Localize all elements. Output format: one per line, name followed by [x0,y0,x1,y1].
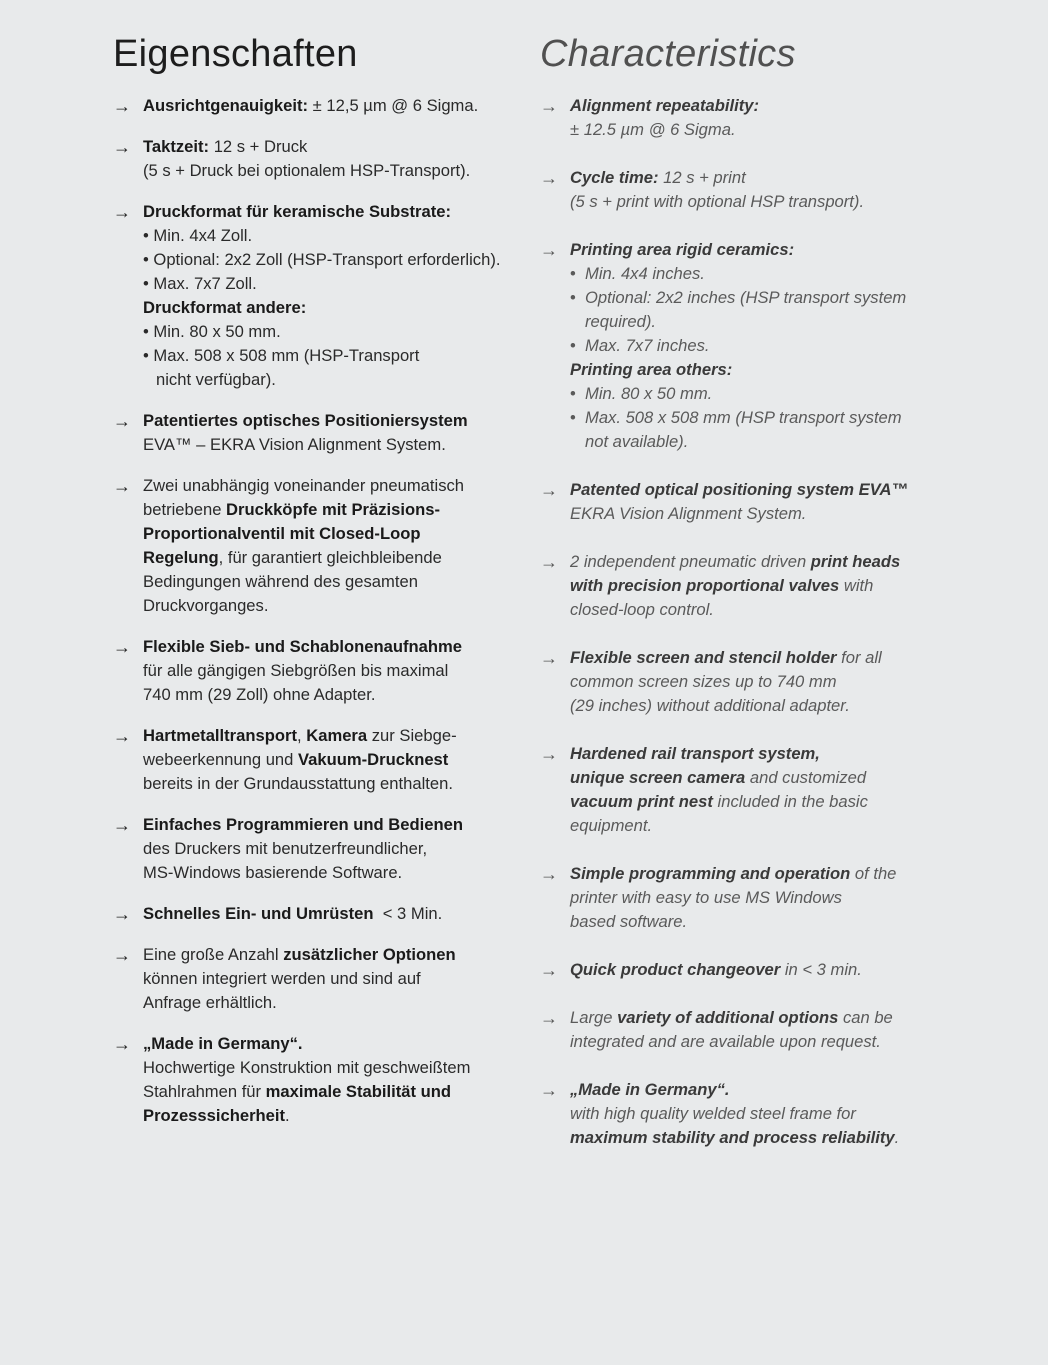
arrow-right-icon: → [113,1034,131,1054]
arrow-right-icon: → [540,480,558,500]
bullet-item-continued: nicht verfügbar). [156,370,276,389]
feature-text: EKRA Vision Alignment System. [570,504,807,523]
feature-text: EVA™ – EKRA Vision Alignment System. [143,435,446,454]
feature-label: „Made in Germany“. [143,1034,303,1053]
feature-text: Bedingungen während des gesamten [143,572,418,591]
arrow-right-icon: → [540,744,558,764]
feature-item [540,166,940,214]
bullet-text: Min. 80 x 50 mm. [585,384,713,403]
bullet-dot: • [570,336,576,355]
arrow-right-icon: → [113,476,131,496]
feature-item [113,902,523,926]
feature-text: webeerkennung und [143,750,298,769]
feature-item [113,135,523,183]
feature-item [113,635,523,707]
bullet-item [570,334,940,358]
feature-text: Eine große Anzahl [143,945,284,964]
feature-text: ± 12.5 µm @ 6 Sigma. [570,120,736,139]
feature-text: in < 3 min. [780,960,862,979]
feature-label: Druckformat für keramische Substrate: [143,202,452,221]
feature-label: Schnelles Ein- und Umrüsten [143,904,374,923]
bullet-dot: • [570,384,576,403]
feature-label: Kamera [306,726,368,745]
feature-item [113,200,523,392]
feature-text: can be [838,1008,893,1027]
arrow-right-icon: → [540,240,558,260]
feature-label: Proportionalventil mit Closed-Loop [143,524,421,543]
feature-text: Stahlrahmen für [143,1082,266,1101]
feature-label: Vakuum-Drucknest [298,750,449,769]
arrow-right-icon: → [113,202,131,222]
arrow-right-icon: → [540,168,558,188]
feature-text: Zwei unabhängig voneinander pneumatisch [143,476,465,495]
bullet-dot: • [570,264,576,283]
feature-label: Druckformat andere: [143,298,307,317]
arrow-right-icon: → [113,637,131,657]
feature-label: Printing area others: [570,360,733,379]
german-heading: Eigenschaften [113,33,358,75]
arrow-right-icon: → [540,864,558,884]
arrow-right-icon: → [113,815,131,835]
bullet-dot: • [570,408,576,427]
bullet-item [570,286,940,310]
feature-text: zur Siebge- [367,726,457,745]
bullet-item [570,406,940,430]
feature-label: Patentiertes optisches Positioniersystem [143,411,468,430]
feature-text: Hochwertige Konstruktion mit geschweißtem [143,1058,471,1077]
feature-text: printer with easy to use MS Windows [570,888,842,907]
feature-label: with precision proportional valves [570,576,840,595]
feature-text: Large [570,1008,618,1027]
bullet-item: • Optional: 2x2 Zoll (HSP-Transport erforderlich). [143,250,501,269]
feature-label: Druckköpfe mit Präzisions- [226,500,440,519]
feature-text: included in the basic [712,792,868,811]
feature-label: Prozesssicherheit [143,1106,286,1125]
feature-text: equipment. [570,816,653,835]
arrow-right-icon: → [540,960,558,980]
feature-text: with [839,576,874,595]
english-column [540,28,940,1174]
feature-text: . [285,1106,290,1125]
feature-text: betriebene [143,500,227,519]
feature-label: Hardened rail transport system, [570,744,820,763]
feature-label: Simple programming and operation [570,864,851,883]
feature-text: closed-loop control. [570,600,714,619]
feature-label: Taktzeit: [143,137,210,156]
bullet-text: Max. 508 x 508 mm (HSP transport system [585,408,902,427]
feature-label: Alignment repeatability: [570,96,760,115]
bullet-item: • Max. 7x7 Zoll. [143,274,257,293]
feature-label: unique screen camera [570,768,746,787]
feature-text: integrated and are available upon request. [570,1032,881,1051]
feature-text: based software. [570,912,688,931]
bullet-item: • Min. 80 x 50 mm. [143,322,281,341]
feature-label: vacuum print nest [570,792,713,811]
feature-text: . [894,1128,900,1147]
arrow-right-icon: → [113,137,131,157]
feature-text: (29 inches) without additional adapter. [570,696,850,715]
bullet-item-continued: not available). [585,432,689,451]
arrow-right-icon: → [540,648,558,668]
feature-text: 740 mm (29 Zoll) ohne Adapter. [143,685,376,704]
feature-item [540,742,940,838]
feature-label: Cycle time: [570,168,659,187]
bullet-item: • Max. 508 x 508 mm (HSP-Transport [143,346,420,365]
feature-text: des Druckers mit benutzerfreundlicher, [143,839,428,858]
feature-text: für alle gängigen Siebgrößen bis maximal [143,661,449,680]
feature-item [540,862,940,934]
feature-text: , [297,726,307,745]
feature-item [540,1006,940,1054]
feature-label: Patented optical positioning system EVA™ [570,480,909,499]
feature-label: maximum stability and process reliability [570,1128,895,1147]
feature-item [540,478,940,526]
feature-text: 12 s + Druck [209,137,308,156]
feature-text: < 3 Min. [373,904,443,923]
english-heading: Characteristics [540,33,796,75]
feature-item [540,238,940,454]
feature-item [113,813,523,885]
feature-item [540,94,940,142]
feature-label: Einfaches Programmieren und Bedienen [143,815,463,834]
feature-text: ± 12,5 µm @ 6 Sigma. [308,96,479,115]
arrow-right-icon: → [113,411,131,431]
feature-text: and customized [745,768,867,787]
feature-item [540,646,940,718]
bullet-text: Optional: 2x2 inches (HSP transport system [585,288,907,307]
feature-label: zusätzlicher Optionen [283,945,456,964]
feature-text: of the [850,864,897,883]
german-column [113,28,523,1145]
bullet-text: Min. 4x4 inches. [585,264,705,283]
feature-item [113,943,523,1015]
feature-item [540,550,940,622]
feature-label: Ausrichtgenauigkeit: [143,96,309,115]
bullet-item [570,382,940,406]
feature-label: Flexible Sieb- und Schablonenaufnahme [143,637,463,656]
feature-label: Printing area rigid ceramics: [570,240,795,259]
feature-label: print heads [810,552,901,571]
feature-item [540,1078,940,1150]
feature-text: common screen sizes up to 740 mm [570,672,837,691]
feature-text: MS-Windows basierende Software. [143,863,403,882]
arrow-right-icon: → [540,1080,558,1100]
feature-text: with high quality welded steel frame for [570,1104,856,1123]
feature-text: können integriert werden und sind auf [143,969,421,988]
feature-item [540,958,940,982]
feature-item [113,1032,523,1128]
arrow-right-icon: → [113,904,131,924]
feature-item [113,474,523,618]
bullet-dot: • [570,288,576,307]
feature-item [113,724,523,796]
feature-text: 2 independent pneumatic driven [570,552,811,571]
feature-label: variety of additional options [617,1008,839,1027]
feature-label: Quick product changeover [570,960,781,979]
arrow-right-icon: → [540,552,558,572]
arrow-right-icon: → [540,1008,558,1028]
feature-text: , für garantiert gleichbleibende [218,548,442,567]
feature-text: 12 s + print [658,168,746,187]
feature-item [113,94,523,118]
bullet-item [570,262,940,286]
feature-text: (5 s + print with optional HSP transport). [570,192,865,211]
arrow-right-icon: → [113,726,131,746]
arrow-right-icon: → [540,96,558,116]
arrow-right-icon: → [113,96,131,116]
feature-text: (5 s + Druck bei optionalem HSP-Transport). [143,161,471,180]
feature-label: „Made in Germany“. [570,1080,730,1099]
feature-label: Hartmetalltransport [143,726,297,745]
feature-text: bereits in der Grundausstattung enthalten. [143,774,453,793]
feature-text: for all [836,648,882,667]
feature-text: Anfrage erhältlich. [143,993,277,1012]
bullet-item: • Min. 4x4 Zoll. [143,226,253,245]
arrow-right-icon: → [113,945,131,965]
feature-label: Regelung [143,548,219,567]
feature-label: maximale Stabilität und [265,1082,452,1101]
bullet-item-continued: required). [585,312,657,331]
bullet-text: Max. 7x7 inches. [585,336,710,355]
feature-text: Druckvorganges. [143,596,269,615]
feature-label: Flexible screen and stencil holder [570,648,837,667]
feature-item [113,409,523,457]
